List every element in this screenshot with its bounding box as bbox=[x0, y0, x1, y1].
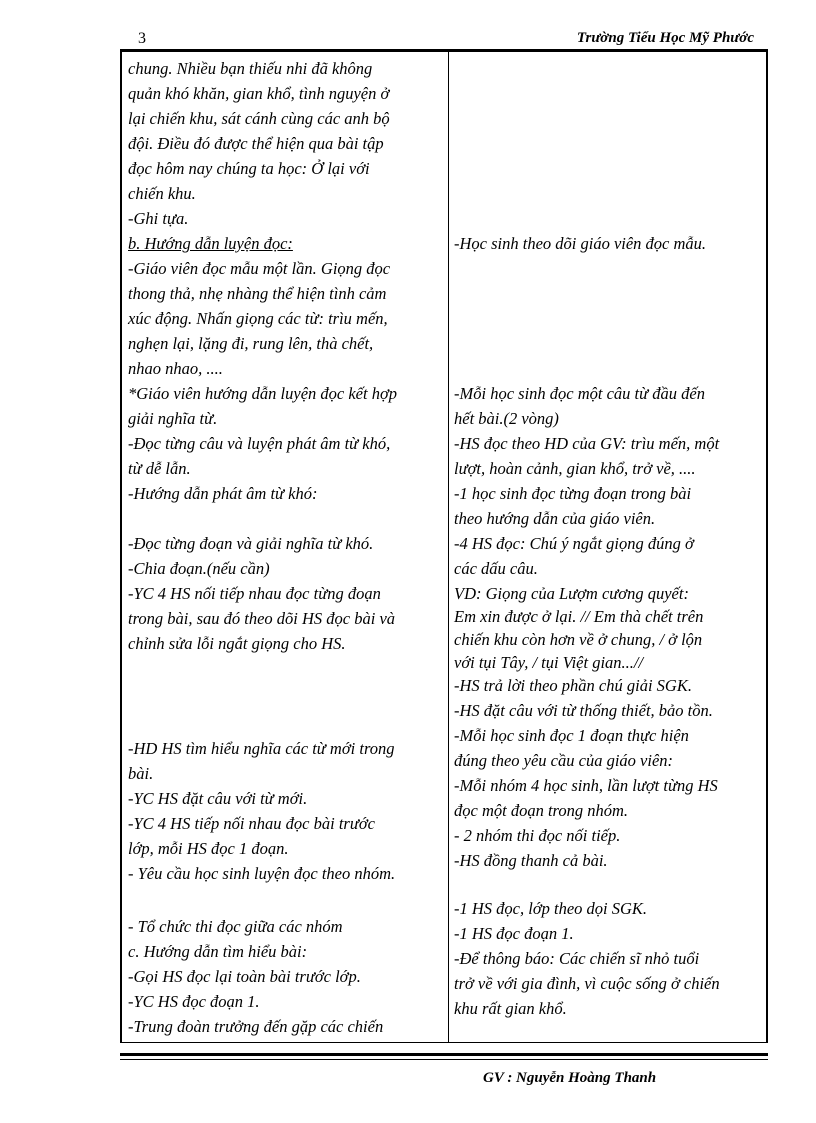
left-line: lại chiến khu, sát cánh cùng các anh bộ bbox=[128, 109, 390, 128]
left-line: nghẹn lại, lặng đi, rung lên, thà chết, bbox=[128, 334, 374, 353]
right-line: các dấu câu. bbox=[454, 559, 538, 578]
left-line: -Gọi HS đọc lại toàn bài trước lớp. bbox=[128, 967, 361, 986]
left-line: -Đọc từng đoạn và giải nghĩa từ khó. bbox=[128, 534, 374, 553]
right-line: với tụi Tây, / tụi Việt gian...// bbox=[454, 653, 644, 672]
page-number: 3 bbox=[138, 30, 146, 47]
left-line: -Trung đoàn trưởng đến gặp các chiến bbox=[128, 1017, 384, 1036]
left-line: -Hướng dẫn phát âm từ khó: bbox=[128, 484, 318, 503]
right-line: đọc một đoạn trong nhóm. bbox=[454, 801, 629, 820]
right-line: hết bài.(2 vòng) bbox=[454, 409, 559, 428]
left-line: quản khó khăn, gian khổ, tình nguyện ở bbox=[128, 84, 390, 103]
right-line: -Mỗi nhóm 4 học sinh, lần lượt từng HS bbox=[454, 776, 718, 795]
right-line: Em xin được ở lại. // Em thà chết trên bbox=[454, 607, 704, 626]
left-line: *Giáo viên hướng dẫn luyện đọc kết hợp bbox=[128, 384, 398, 403]
left-line: đọc hôm nay chúng ta học: Ở lại với bbox=[128, 159, 370, 178]
left-line: -YC HS đặt câu với từ mới. bbox=[128, 789, 308, 808]
left-line: -YC HS đọc đoạn 1. bbox=[128, 992, 260, 1011]
lesson-table bbox=[120, 52, 768, 1043]
section-heading-b: b. Hướng dẫn luyện đọc: bbox=[128, 234, 293, 253]
column-divider bbox=[448, 52, 449, 1042]
right-line: -Học sinh theo dõi giáo viên đọc mẫu. bbox=[454, 234, 707, 253]
right-line: -Mỗi học sinh đọc một câu từ đầu đến bbox=[454, 384, 705, 403]
left-line: - Yêu cầu học sinh luyện đọc theo nhóm. bbox=[128, 864, 396, 883]
left-line: -YC 4 HS tiếp nối nhau đọc bài trước bbox=[128, 814, 375, 833]
left-line: -YC 4 HS nối tiếp nhau đọc từng đoạn bbox=[128, 584, 381, 603]
school-name: Trường Tiểu Học Mỹ Phước bbox=[576, 30, 754, 46]
left-line: xúc động. Nhấn giọng các từ: trìu mến, bbox=[128, 309, 388, 328]
footer-rule-thick bbox=[120, 1053, 768, 1056]
left-line: bài. bbox=[128, 764, 154, 783]
right-line: chiến khu còn hơn về ở chung, / ở lộn bbox=[454, 630, 703, 649]
footer-rule-thin bbox=[120, 1059, 768, 1060]
right-line: theo hướng dẫn của giáo viên. bbox=[454, 509, 656, 528]
right-line: -Mỗi học sinh đọc 1 đoạn thực hiện bbox=[454, 726, 689, 745]
left-line: đội. Điều đó được thể hiện qua bài tập bbox=[128, 134, 384, 153]
right-line: -1 HS đọc, lớp theo dọi SGK. bbox=[454, 899, 648, 918]
left-line: thong thả, nhẹ nhàng thể hiện tình cảm bbox=[128, 284, 387, 303]
left-line: trong bài, sau đó theo dõi HS đọc bài và bbox=[128, 609, 396, 628]
left-line: -Đọc từng câu và luyện phát âm từ khó, bbox=[128, 434, 391, 453]
teacher-name: GV : Nguyễn Hoàng Thanh bbox=[483, 1070, 657, 1086]
right-line: lượt, hoàn cảnh, gian khổ, trở về, .... bbox=[454, 459, 696, 478]
right-line: -4 HS đọc: Chú ý ngắt giọng đúng ở bbox=[454, 534, 694, 553]
right-line: -HS đồng thanh cả bài. bbox=[454, 851, 608, 870]
left-line: -Giáo viên đọc mẫu một lần. Giọng đọc bbox=[128, 259, 391, 278]
left-line: giải nghĩa từ. bbox=[128, 409, 218, 428]
left-line: -Chia đoạn.(nếu cần) bbox=[128, 559, 270, 578]
right-line: VD: Giọng của Lượm cương quyết: bbox=[454, 584, 689, 603]
right-line: đúng theo yêu cầu của giáo viên: bbox=[454, 751, 674, 770]
right-line: -HS đặt câu với từ thống thiết, bảo tồn. bbox=[454, 701, 713, 720]
right-line: trở về với gia đình, vì cuộc sống ở chiến bbox=[454, 974, 720, 993]
left-line: -Ghi tựa. bbox=[128, 209, 189, 228]
left-line: nhao nhao, .... bbox=[128, 359, 223, 378]
right-line: -Để thông báo: Các chiến sĩ nhỏ tuổi bbox=[454, 949, 700, 968]
right-line: -1 học sinh đọc từng đoạn trong bài bbox=[454, 484, 692, 503]
left-line: -HD HS tìm hiểu nghĩa các từ mới trong bbox=[128, 739, 395, 758]
right-line: khu rất gian khổ. bbox=[454, 999, 567, 1018]
left-line: - Tổ chức thi đọc giữa các nhóm bbox=[128, 917, 343, 936]
left-line: chiến khu. bbox=[128, 184, 196, 203]
left-line: từ dễ lẫn. bbox=[128, 459, 191, 478]
right-line: -1 HS đọc đoạn 1. bbox=[454, 924, 574, 943]
right-line: -HS trả lời theo phần chú giải SGK. bbox=[454, 676, 692, 695]
right-line: - 2 nhóm thi đọc nối tiếp. bbox=[454, 826, 621, 845]
left-line: lớp, mỗi HS đọc 1 đoạn. bbox=[128, 839, 289, 858]
right-line: -HS đọc theo HD của GV: trìu mến, một bbox=[454, 434, 720, 453]
section-heading-c: c. Hướng dẫn tìm hiểu bài: bbox=[128, 942, 308, 961]
left-line: chung. Nhiều bạn thiếu nhi đã không bbox=[128, 59, 373, 78]
left-line: chỉnh sửa lỗi ngắt giọng cho HS. bbox=[128, 634, 346, 653]
